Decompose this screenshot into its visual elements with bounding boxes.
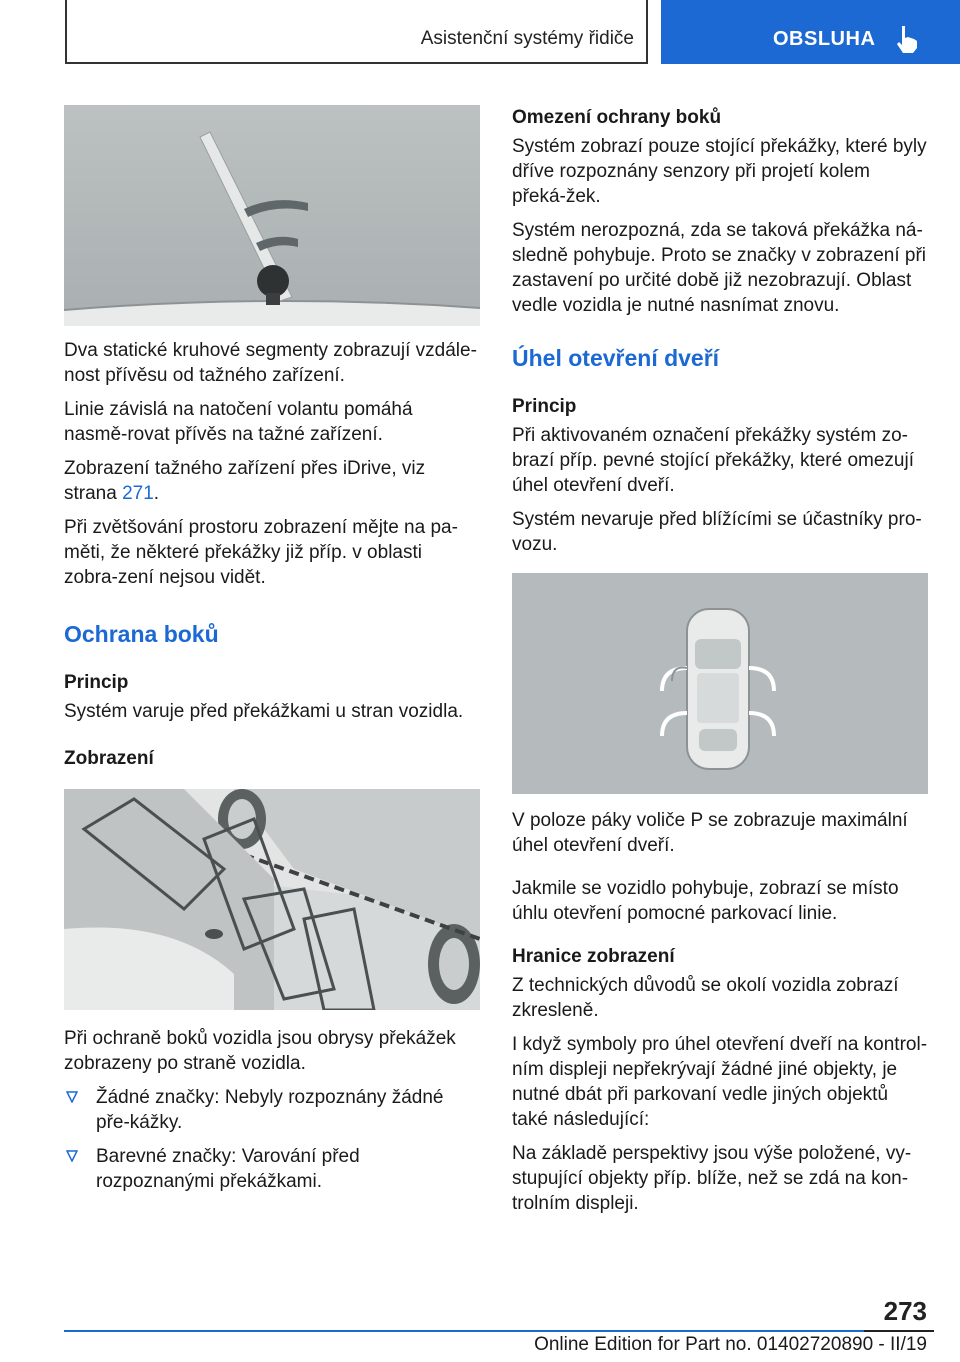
page-link[interactable]: 271 bbox=[122, 483, 154, 504]
section-title: Asistenční systémy řidiče bbox=[420, 28, 634, 49]
subheading: Hranice zobrazení bbox=[512, 946, 675, 967]
figure-side-protection bbox=[64, 789, 480, 1010]
subheading: Omezení ochrany boků bbox=[512, 107, 722, 128]
triangle-bullet-icon bbox=[66, 1091, 78, 1103]
header-section-box bbox=[65, 0, 648, 64]
paragraph: Na základě perspektivy jsou výše položené, vy-stupující objekty příp. blíže, než se zdá na kon-trolním displeji. bbox=[512, 1143, 912, 1214]
page-number: 273 bbox=[883, 1296, 927, 1326]
paragraph: Dva statické kruhové segmenty zobrazují vzdále-nost přívěsu od tažného zařízení. bbox=[64, 340, 477, 386]
left-column bbox=[64, 105, 480, 1203]
paragraph: Z technických důvodů se okolí vozidla zobrazí zkresleně. bbox=[512, 975, 899, 1021]
triangle-bullet-icon bbox=[66, 1150, 78, 1162]
footer-rule-end bbox=[864, 1330, 934, 1332]
paragraph: Při ochraně boků vozidla jsou obrysy překážek zobrazeny po straně vozidla. bbox=[64, 1028, 456, 1074]
right-column bbox=[512, 105, 928, 1225]
figure-towbar-display bbox=[64, 105, 480, 326]
paragraph: Systém nevaruje před blížícími se účastníky pro-vozu. bbox=[512, 509, 922, 555]
chapter-tab-label: OBSLUHA bbox=[773, 28, 876, 50]
list-item: Žádné značky: Nebyly rozpoznány žádné pře-kážky. bbox=[64, 1085, 480, 1135]
bullet-list bbox=[64, 1085, 480, 1194]
paragraph: Jakmile se vozidlo pohybuje, zobrazí se místo úhlu otevření pomocné parkovací linie. bbox=[512, 878, 899, 924]
hand-pointer-icon bbox=[893, 24, 921, 54]
figure-door-opening-angle bbox=[512, 573, 928, 794]
edition-note: Online Edition for Part no. 01402720890 - II/19 bbox=[534, 1334, 927, 1355]
subheading: Princip bbox=[512, 396, 577, 417]
subheading: Zobrazení bbox=[64, 748, 154, 769]
chapter-tab[interactable] bbox=[661, 0, 960, 64]
paragraph: Při aktivovaném označení překážky systém zo-brazí příp. pevné stojící překážky, které omezují úhel otevření dveří. bbox=[512, 425, 914, 496]
paragraph: V poloze páky voliče P se zobrazuje maximální úhel otevření dveří. bbox=[512, 810, 908, 856]
paragraph: I když symboly pro úhel otevření dveří na kontrol-ním displeji nepřekrývají žádné jiné objekty, je nutné dbát při parkovaní vedle jiných objektů také následující: bbox=[512, 1034, 928, 1130]
paragraph: Při zvětšování prostoru zobrazení mějte na pa-měti, že některé překážky již příp. v oblasti zobra-zení nejsou vidět. bbox=[64, 517, 458, 588]
section-heading: Ochrana boků bbox=[64, 621, 219, 647]
section-heading: Úhel otevření dveří bbox=[512, 345, 720, 371]
footer-rule bbox=[64, 1330, 864, 1332]
paragraph: Linie závislá na natočení volantu pomáhá nasmě-rovat přívěs na tažné zařízení. bbox=[64, 399, 413, 445]
subheading: Princip bbox=[64, 672, 129, 693]
list-item: Barevné značky: Varování před rozpoznanými překážkami. bbox=[64, 1144, 480, 1194]
paragraph: Systém varuje před překážkami u stran vozidla. bbox=[64, 701, 464, 722]
paragraph: Zobrazení tažného zařízení přes iDrive, viz strana 271. bbox=[64, 458, 426, 504]
paragraph: Systém nerozpozná, zda se taková překážka ná-sledně pohybuje. Proto se značky v zobrazení při zastavení po určité době již nezobrazují. Oblast vedle vozidla je nutné nasnímat znovu. bbox=[512, 220, 927, 316]
paragraph: Systém zobrazí pouze stojící překážky, které byly dříve rozpoznány senzory při projetí kolem překá-žek. bbox=[512, 136, 927, 207]
